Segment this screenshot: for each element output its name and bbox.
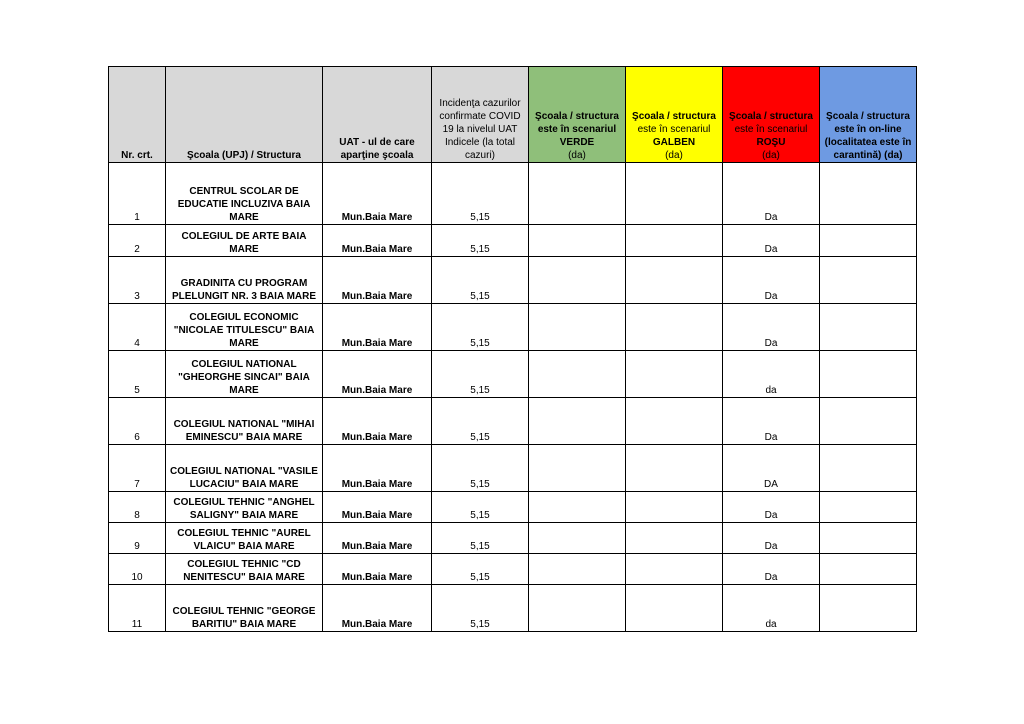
cell-uat: Mun.Baia Mare: [323, 554, 432, 585]
cell-school: COLEGIUL DE ARTE BAIA MARE: [166, 225, 323, 257]
cell-incidenta: 5,15: [432, 257, 529, 304]
table-row: [109, 523, 917, 554]
cell-incidenta: 5,15: [432, 225, 529, 257]
cell-galben: [626, 351, 723, 398]
cell-nr: 3: [109, 257, 166, 304]
table-row: [109, 257, 917, 304]
table-row: [109, 304, 917, 351]
cell-verde: [529, 163, 626, 225]
cell-uat: Mun.Baia Mare: [323, 445, 432, 492]
table-row: [109, 398, 917, 445]
cell-school: COLEGIUL TEHNIC "AUREL VLAICU" BAIA MARE: [166, 523, 323, 554]
cell-galben: [626, 225, 723, 257]
cell-school: COLEGIUL TEHNIC "GEORGE BARITIU" BAIA MARE: [166, 585, 323, 632]
header-galben: Şcoala / structura este în scenariul GALBEN (da): [626, 67, 723, 163]
cell-online: [820, 304, 917, 351]
cell-galben: [626, 304, 723, 351]
table-row: [109, 554, 917, 585]
table-row: [109, 225, 917, 257]
cell-nr: 9: [109, 523, 166, 554]
cell-rosu: Da: [723, 398, 820, 445]
cell-verde: [529, 492, 626, 523]
cell-rosu: da: [723, 351, 820, 398]
cell-galben: [626, 398, 723, 445]
cell-incidenta: 5,15: [432, 445, 529, 492]
cell-nr: 7: [109, 445, 166, 492]
table-row: [109, 492, 917, 523]
cell-online: [820, 257, 917, 304]
cell-uat: Mun.Baia Mare: [323, 492, 432, 523]
cell-uat: Mun.Baia Mare: [323, 225, 432, 257]
cell-rosu: da: [723, 585, 820, 632]
cell-school: COLEGIUL ECONOMIC "NICOLAE TITULESCU" BAIA MARE: [166, 304, 323, 351]
cell-school: COLEGIUL NATIONAL "MIHAI EMINESCU" BAIA MARE: [166, 398, 323, 445]
cell-uat: Mun.Baia Mare: [323, 163, 432, 225]
cell-school: COLEGIUL NATIONAL "GHEORGHE SINCAI" BAIA MARE: [166, 351, 323, 398]
cell-uat: Mun.Baia Mare: [323, 523, 432, 554]
cell-nr: 2: [109, 225, 166, 257]
cell-uat: Mun.Baia Mare: [323, 585, 432, 632]
cell-school: COLEGIUL TEHNIC "ANGHEL SALIGNY" BAIA MARE: [166, 492, 323, 523]
cell-nr: 10: [109, 554, 166, 585]
cell-rosu: Da: [723, 163, 820, 225]
cell-incidenta: 5,15: [432, 523, 529, 554]
cell-rosu: Da: [723, 304, 820, 351]
header-nr-crt: Nr. crt.: [109, 67, 166, 163]
table-row: [109, 163, 917, 225]
cell-verde: [529, 225, 626, 257]
cell-online: [820, 163, 917, 225]
cell-galben: [626, 445, 723, 492]
cell-incidenta: 5,15: [432, 398, 529, 445]
cell-online: [820, 554, 917, 585]
cell-verde: [529, 554, 626, 585]
cell-uat: Mun.Baia Mare: [323, 257, 432, 304]
cell-nr: 4: [109, 304, 166, 351]
cell-incidenta: 5,15: [432, 304, 529, 351]
cell-verde: [529, 257, 626, 304]
cell-online: [820, 492, 917, 523]
cell-incidenta: 5,15: [432, 492, 529, 523]
header-school: Şcoala (UPJ) / Structura: [166, 67, 323, 163]
cell-nr: 5: [109, 351, 166, 398]
cell-rosu: Da: [723, 492, 820, 523]
cell-incidenta: 5,15: [432, 163, 529, 225]
header-online: Şcoala / structura este în on-line (localitatea este în carantină) (da): [820, 67, 917, 163]
cell-rosu: Da: [723, 225, 820, 257]
header-verde: Şcoala / structura este în scenariul VERDE (da): [529, 67, 626, 163]
cell-galben: [626, 554, 723, 585]
cell-rosu: DA: [723, 445, 820, 492]
cell-incidenta: 5,15: [432, 554, 529, 585]
cell-online: [820, 225, 917, 257]
cell-school: COLEGIUL NATIONAL "VASILE LUCACIU" BAIA MARE: [166, 445, 323, 492]
cell-nr: 8: [109, 492, 166, 523]
header-uat: UAT - ul de care aparţine şcoala: [323, 67, 432, 163]
cell-rosu: Da: [723, 554, 820, 585]
table-row: [109, 445, 917, 492]
cell-galben: [626, 257, 723, 304]
cell-online: [820, 351, 917, 398]
cell-verde: [529, 585, 626, 632]
cell-verde: [529, 351, 626, 398]
cell-verde: [529, 304, 626, 351]
cell-galben: [626, 163, 723, 225]
cell-uat: Mun.Baia Mare: [323, 351, 432, 398]
cell-school: GRADINITA CU PROGRAM PLELUNGIT NR. 3 BAIA MARE: [166, 257, 323, 304]
table-row: [109, 585, 917, 632]
header-incidenta: Incidenţa cazurilor confirmate COVID 19 la nivelul UAT Indicele (la total cazuri): [432, 67, 529, 163]
cell-galben: [626, 492, 723, 523]
header-row: [109, 67, 917, 163]
table-row: [109, 351, 917, 398]
cell-school: COLEGIUL TEHNIC "CD NENITESCU" BAIA MARE: [166, 554, 323, 585]
cell-galben: [626, 523, 723, 554]
cell-rosu: Da: [723, 523, 820, 554]
cell-uat: Mun.Baia Mare: [323, 304, 432, 351]
cell-verde: [529, 445, 626, 492]
cell-online: [820, 398, 917, 445]
cell-nr: 1: [109, 163, 166, 225]
cell-rosu: Da: [723, 257, 820, 304]
cell-nr: 6: [109, 398, 166, 445]
cell-nr: 11: [109, 585, 166, 632]
cell-uat: Mun.Baia Mare: [323, 398, 432, 445]
schools-table: [108, 66, 917, 632]
cell-galben: [626, 585, 723, 632]
cell-incidenta: 5,15: [432, 351, 529, 398]
cell-online: [820, 585, 917, 632]
cell-online: [820, 523, 917, 554]
cell-verde: [529, 398, 626, 445]
cell-incidenta: 5,15: [432, 585, 529, 632]
cell-verde: [529, 523, 626, 554]
cell-school: CENTRUL SCOLAR DE EDUCATIE INCLUZIVA BAIA MARE: [166, 163, 323, 225]
header-rosu: Şcoala / structura este în scenariul ROŞU (da): [723, 67, 820, 163]
cell-online: [820, 445, 917, 492]
